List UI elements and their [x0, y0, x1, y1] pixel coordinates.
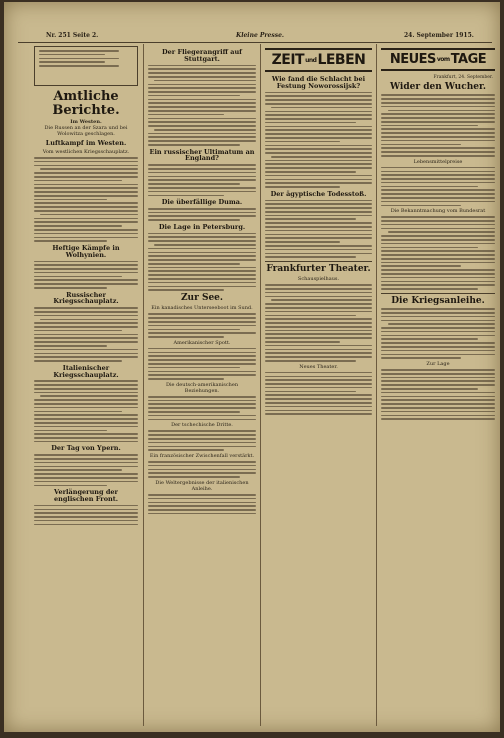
article-text [34, 380, 138, 442]
feuilleton-masthead [265, 48, 372, 72]
subheading: Lebensmittelpreise [413, 158, 463, 165]
column-4 [381, 46, 495, 726]
newspaper-page [4, 2, 500, 732]
paper-name: Kleine Presse. [236, 32, 285, 39]
article-text [148, 430, 256, 451]
subheading: Zur Lage [426, 361, 450, 368]
article-text [148, 494, 256, 515]
section-heading: Die überfällige Duma. [161, 198, 243, 207]
article-text [381, 167, 495, 206]
section-heading: Amtliche Berichte. [52, 89, 120, 118]
subheading: Ein kanadisches Unterseeboot im Sund. [151, 305, 253, 312]
article-text [381, 216, 495, 289]
dateline: Frankfurt, 24. September. [433, 75, 493, 80]
article-text [381, 369, 495, 420]
article-text [381, 94, 495, 156]
subheading: Neues Theater. [299, 363, 338, 370]
article-text [34, 157, 138, 242]
column-3 [265, 46, 372, 726]
subheading: Die Russen an der Szara und bei Wolowitza geschlagen. [44, 125, 128, 138]
section-rule [381, 293, 495, 294]
subheading: Verlängerung der englischen Front. [53, 488, 119, 503]
article-text [265, 284, 372, 361]
article-text [265, 92, 372, 188]
column-1 [34, 46, 138, 726]
news-masthead [381, 48, 495, 71]
column-divider [376, 44, 377, 726]
subheading: Der Tag von Ypern. [51, 444, 121, 453]
article-text [148, 65, 256, 146]
article-text [265, 372, 372, 415]
section-rule [265, 261, 372, 262]
subheading: Die Weltergebnisse der italienischen Anleihe. [155, 479, 249, 492]
subheading: Amerikanischer Spott. [173, 339, 231, 346]
section-heading: Zur See. [180, 292, 224, 303]
article-text [34, 307, 138, 362]
subheading: Der tschechische Dritte. [171, 422, 233, 429]
page-date: 24. September 1915. [404, 32, 474, 39]
article-text [148, 313, 256, 337]
subheading: Italienischer Kriegsschauplatz. [53, 363, 119, 379]
subheading: Luftkampf im Westen. [45, 139, 127, 148]
section-heading: Der ägyptische Todesstoß. [270, 189, 367, 198]
section-heading: Wie fand die Schlacht bei Festung Noworossijsk? [271, 75, 366, 90]
section-heading: Wider den Wucher. [389, 82, 487, 92]
section-heading: Die Kriegsanleihe. [391, 295, 485, 306]
subheading: Heftige Kämpfe in Wolhynien. [52, 243, 120, 259]
article-text [34, 454, 138, 486]
subheading: Die deutsch-amerikanischen Beziehungen. [165, 381, 239, 394]
column-divider [143, 44, 144, 726]
subheading: Im Westen. [70, 119, 102, 126]
section-heading: Die Lage in Petersburg. [158, 222, 246, 231]
masthead-word: und [305, 56, 317, 64]
subheading: Ein französischer Zwischenfall verstärkt. [149, 453, 255, 460]
poem-box [34, 46, 138, 86]
masthead-word: NEUES [389, 52, 436, 67]
header-rule [18, 42, 492, 43]
section-heading: Der Fliegerangriff auf Stuttgart. [162, 48, 242, 63]
article-text [148, 396, 256, 420]
subheading: Die Bekanntmachung vom Bundesrat [390, 208, 486, 215]
article-text [34, 261, 138, 289]
masthead-word: vom [436, 56, 450, 63]
subheading: Russischer Kriegsschauplatz. [53, 290, 119, 306]
masthead-word: LEBEN [317, 52, 366, 68]
article-text [148, 164, 256, 196]
masthead-word: TAGE [450, 52, 487, 67]
column-divider [260, 44, 261, 726]
article-text [381, 308, 495, 359]
column-2 [148, 46, 256, 726]
article-text [148, 233, 256, 291]
article-text [34, 505, 138, 526]
article-text [265, 200, 372, 258]
masthead-word: ZEIT [271, 52, 305, 68]
article-text [148, 461, 256, 478]
article-text [148, 348, 256, 380]
section-heading: Ein russischer Ultimatum an England? [149, 147, 255, 163]
page-number-label: Nr. 251 Seite 2. [46, 32, 99, 39]
subheading: Vom westlichen Kriegsschauplatz. [42, 149, 130, 156]
subheading: Schauspielhaus. [297, 276, 340, 283]
article-text [148, 208, 256, 221]
section-heading: Frankfurter Theater. [266, 263, 371, 274]
